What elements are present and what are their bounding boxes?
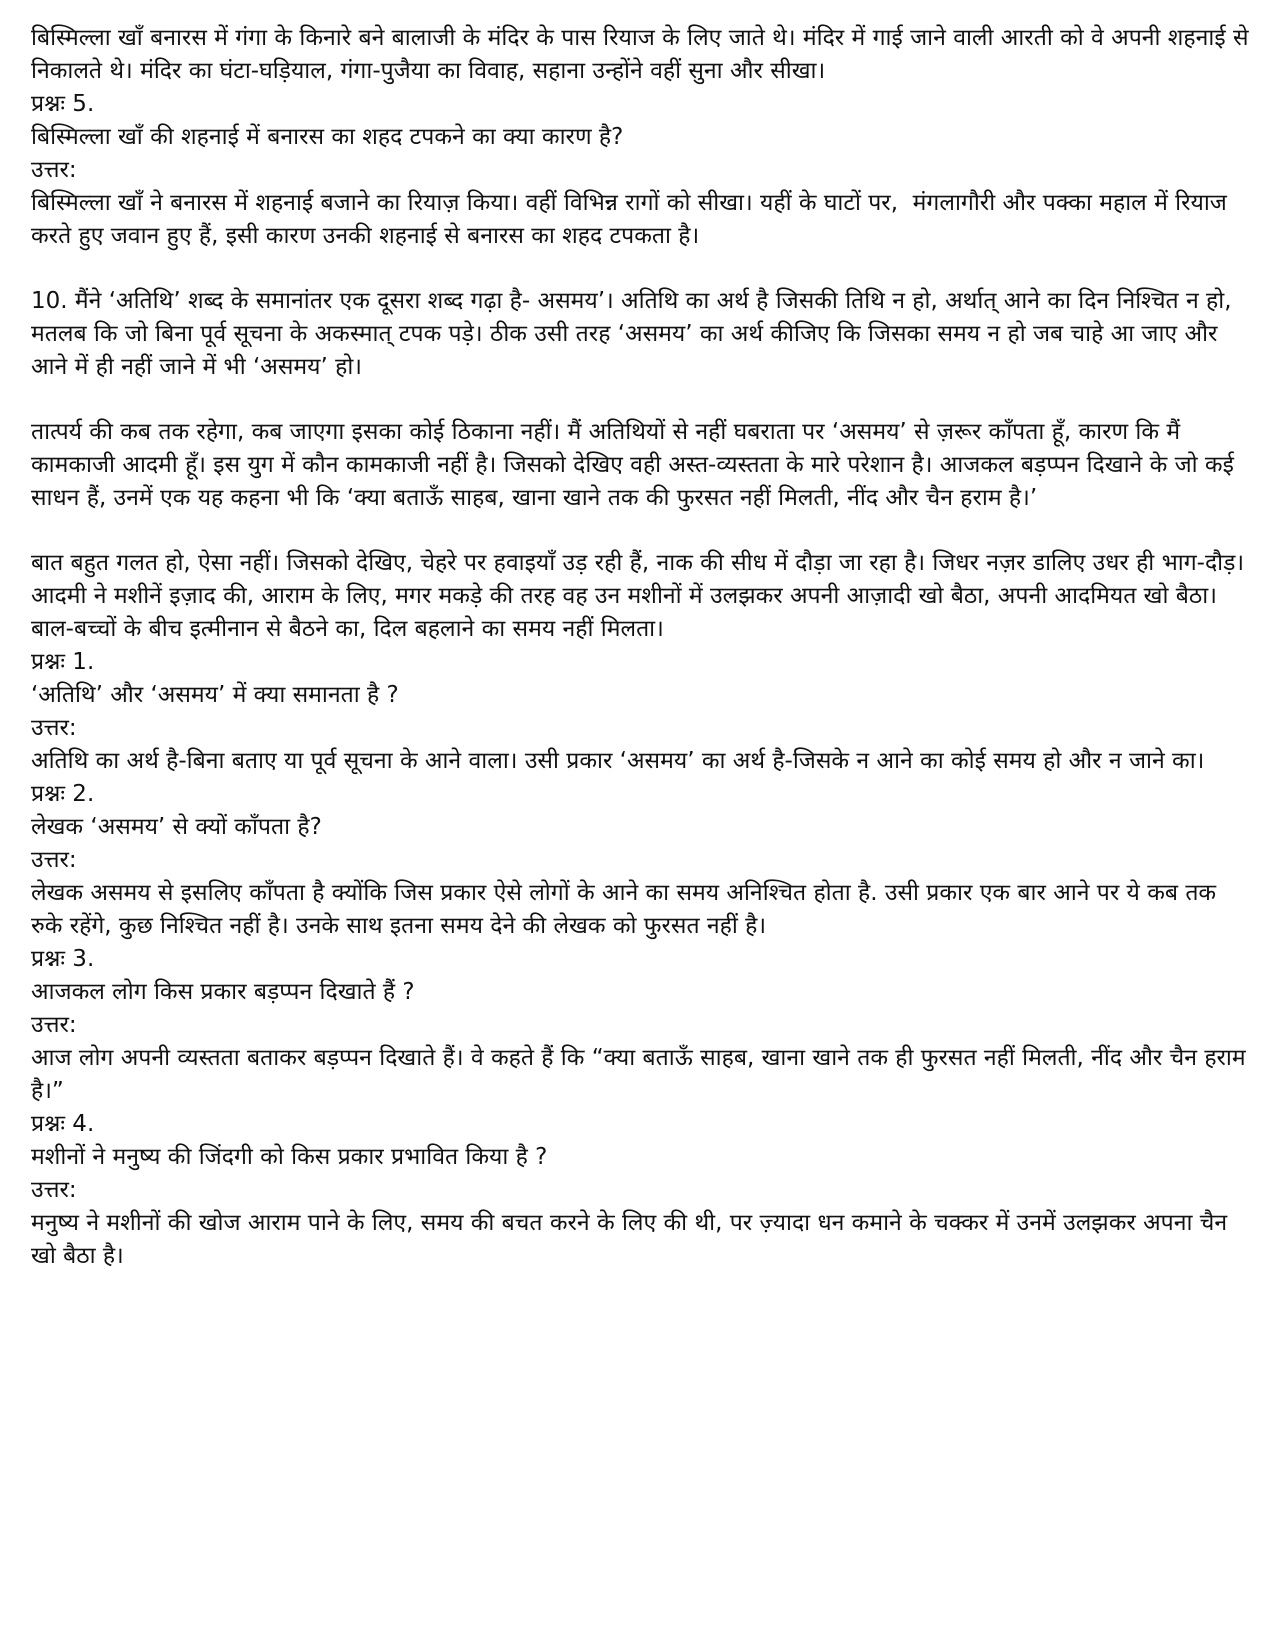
passage-paragraph-3: बात बहुत गलत हो, ऐसा नहीं। जिसको देखिए, चेहरे पर हवाइयाँ उड़ रही हैं, नाक की सीध में दौड़ा जा रहा है। जिधर नज़र डालिए उधर ही भाग-दौड़। आदमी ने मशीनें इज़ाद की, आराम के लिए, मगर मकड़े की तरह वह उन मशीनों में उलझकर अपनी आज़ादी खो बैठा, अपनी आदमियत खो बैठा। बाल-बच्चों के बीच इत्मीनान से बैठने का, दिल बहलाने का समय नहीं मिलता।: [31, 550, 1252, 642]
answer-text: मनुष्य ने मशीनों की खोज आराम पाने के लिए, समय की बचत करने के लिए की थी, पर ज़्यादा धन कमाने के चक्कर में उनमें उलझकर अपना चैन खो बैठा है।: [31, 1210, 1235, 1269]
question-block-5: [31, 88, 1249, 253]
question-text: ‘अतिथि’ और ‘असमय’ में क्या समानता है ?: [31, 682, 399, 708]
question-label: प्रश्नः 2.: [31, 781, 95, 807]
question-block-2: [31, 778, 1249, 943]
intro-paragraph: बिस्मिल्ला खाँ बनारस में गंगा के किनारे बने बालाजी के मंदिर के पास रियाज के लिए जाते थे। मंदिर में गाई जाने वाली आरती को वे अपनी शहनाई से निकालते थे। मंदिर का घंटा-घड़ियाल, गंगा-पुजैया का विवाह, सहाना उन्होंने वहीं सुना और सीखा।: [31, 25, 1256, 84]
answer-text: आज लोग अपनी व्यस्तता बताकर बड़प्पन दिखाते हैं। वे कहते हैं कि “क्या बताऊँ साहब, खाना खाने तक ही फुरसत नहीं मिलती, नींद और चैन हराम है।”: [31, 1045, 1253, 1104]
question-label: प्रश्नः 4.: [31, 1111, 95, 1137]
document-page: [31, 22, 1256, 1273]
question-text: लेखक ‘असमय’ से क्यों काँपता है?: [31, 814, 322, 840]
question-block-4: [31, 1108, 1249, 1273]
answer-text: अतिथि का अर्थ है-बिना बताए या पूर्व सूचना के आने वाला। उसी प्रकार ‘असमय’ का अर्थ है-जिसके न आने का कोई समय हो और न जाने का।: [31, 748, 1205, 774]
answer-label: उत्तर:: [31, 1177, 77, 1203]
question-text: आजकल लोग किस प्रकार बड़प्पन दिखाते हैं ?: [31, 979, 415, 1005]
answer-label: उत्तर:: [31, 715, 77, 741]
question-label: प्रश्नः 5.: [31, 91, 95, 117]
answer-label: उत्तर:: [31, 847, 77, 873]
question-text: बिस्मिल्ला खाँ की शहनाई में बनारस का शहद टपकने का क्या कारण है?: [31, 124, 624, 150]
answer-text: लेखक असमय से इसलिए काँपता है क्योंकि जिस प्रकार ऐसे लोगों के आने का समय अनिश्चित होता है. उसी प्रकार एक बार आने पर ये कब तक रुके रहेंगे, कुछ निश्चित नहीं है। उनके साथ इतना समय देने की लेखक को फुरसत नहीं है।: [31, 880, 1224, 939]
passage-paragraph-2: तात्पर्य की कब तक रहेगा, कब जाएगा इसका कोई ठिकाना नहीं। मैं अतिथियों से नहीं घबराता पर ‘असमय’ से ज़रूर काँपता हूँ, कारण कि मैं कामकाजी आदमी हूँ। इस युग में कौन कामकाजी नहीं है। जिसको देखिए वही अस्त-व्यस्तता के मारे परेशान है। आजकल बड़प्पन दिखाने के जो कई साधन हैं, उनमें एक यह कहना भी कि ‘क्या बताऊँ साहब, खाना खाने तक की फुरसत नहीं मिलती, नींद और चैन हराम है।’: [31, 419, 1242, 511]
question-block-1: [31, 646, 1249, 778]
question-text: मशीनों ने मनुष्य की जिंदगी को किस प्रकार प्रभावित किया है ?: [31, 1144, 548, 1170]
question-label: प्रश्नः 3.: [31, 946, 95, 972]
answer-label: उत्तर:: [31, 157, 77, 183]
question-block-3: [31, 943, 1253, 1108]
passage-paragraph-1: 10. मैंने ‘अतिथि’ शब्द के समानांतर एक दूसरा शब्द गढ़ा है- असमय’। अतिथि का अर्थ है जिसकी तिथि न हो, अर्थात् आने का दिन निश्चित न हो, मतलब कि जो बिना पूर्व सूचना के अकस्मात् टपक पड़े। ठीक उसी तरह ‘असमय’ का अर्थ कीजिए कि जिसका समय न हो जब चाहे आ जाए और आने में ही नहीं जाने में भी ‘असमय’ हो।: [31, 288, 1239, 380]
question-label: प्रश्नः 1.: [31, 649, 95, 675]
answer-text: बिस्मिल्ला खाँ ने बनारस में शहनाई बजाने का रियाज़ किया। वहीं विभिन्न रागों को सीखा। यहीं के घाटों पर, मंगलागौरी और पक्का महाल में रियाज करते हुए जवान हुए हैं, इसी कारण उनकी शहनाई से बनारस का शहद टपकता है।: [31, 190, 1235, 249]
answer-label: उत्तर:: [31, 1012, 77, 1038]
